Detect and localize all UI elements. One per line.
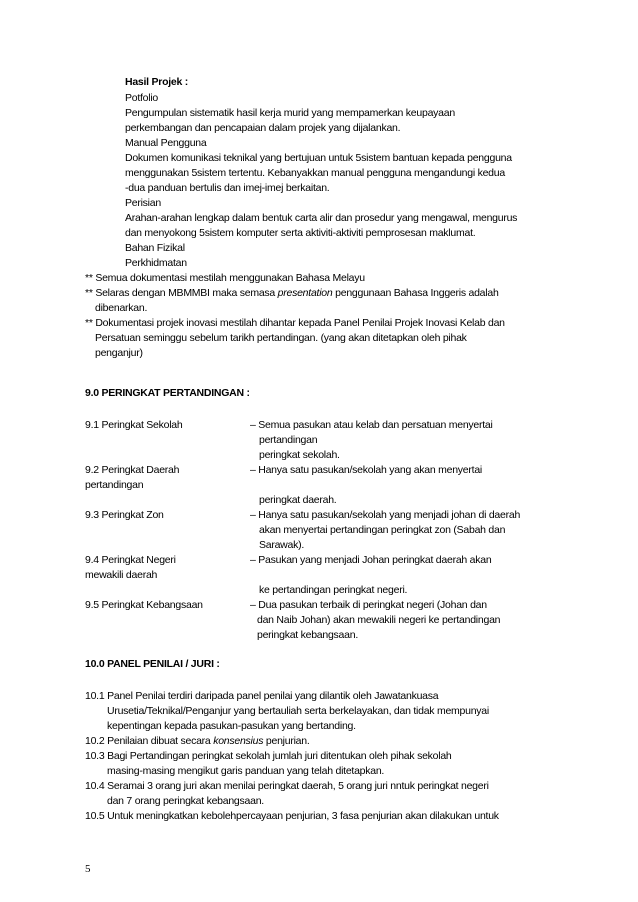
- item-9-3-desc: Sarawak).: [259, 539, 305, 551]
- portfolio-desc-line: Pengumpulan sistematik hasil kerja murid yang mempamerkan keupayaan: [125, 107, 455, 119]
- perisian-desc-line: dan menyokong 5sistem komputer serta aktiviti-aktiviti pemprosesan maklumat.: [125, 227, 476, 239]
- note-mbmmbi: [85, 286, 499, 300]
- item-10-1-cont: Urusetia/Teknikal/Penganjur yang bertauliah serta berkelayakan, dan tidak mempunyai: [107, 705, 489, 717]
- manual-desc-line: menggunakan 5sistem tertentu. Kebanyakkan manual pengguna mengandungi kedua: [125, 167, 505, 179]
- item-10-2-pre: 10.2 Penilaian dibuat secara: [85, 735, 214, 747]
- note-dokumentasi-cont: penganjur): [95, 347, 143, 359]
- note-mbmmbi-post: penggunaan Bahasa Inggeris adalah: [332, 287, 499, 299]
- perisian-desc-line: Arahan-arahan lengkap dalam bentuk carta alir dan prosedur yang mengawal, mengurus: [125, 212, 518, 224]
- item-9-5-desc: – Dua pasukan terbaik di peringkat negeri (Johan dan: [250, 599, 487, 611]
- manual-pengguna-label: Manual Pengguna: [125, 137, 207, 149]
- item-9-2-desc: – Hanya satu pasukan/sekolah yang akan menyertai: [250, 464, 482, 476]
- item-9-4-label: 9.4 Peringkat Negeri: [85, 554, 176, 566]
- hasil-projek-heading: Hasil Projek :: [125, 76, 189, 88]
- item-10-1-cont: kepentingan kepada pasukan-pasukan yang bertanding.: [107, 720, 356, 732]
- item-9-5-desc: dan Naib Johan) akan mewakili negeri ke pertandingan: [257, 614, 501, 626]
- perkhidmatan-label: Perkhidmatan: [125, 257, 187, 269]
- item-9-3-label: 9.3 Peringkat Zon: [85, 509, 164, 521]
- portfolio-desc-line: perkembangan dan pencapaian dalam projek yang dijalankan.: [125, 122, 401, 134]
- item-9-4-desc: ke pertandingan peringkat negeri.: [259, 584, 408, 596]
- note-dokumentasi: ** Dokumentasi projek inovasi mestilah dihantar kepada Panel Penilai Projek Inovasi Kelab dan: [85, 317, 505, 329]
- item-10-2-italic: konsensius: [213, 735, 264, 747]
- manual-desc-line: -dua panduan bertulis dan imej-imej berkaitan.: [125, 182, 330, 194]
- bahan-fizikal-label: Bahan Fizikal: [125, 242, 185, 254]
- note-mbmmbi-italic: presentation: [277, 287, 333, 299]
- manual-desc-line: Dokumen komunikasi teknikal yang bertujuan untuk 5sistem bantuan kepada pengguna: [125, 152, 512, 164]
- item-9-2-label: 9.2 Peringkat Daerah: [85, 464, 180, 476]
- item-9-1-label: 9.1 Peringkat Sekolah: [85, 419, 183, 431]
- note-bahasa-melayu: ** Semua dokumentasi mestilah menggunakan Bahasa Melayu: [85, 272, 365, 284]
- item-9-1-desc: peringkat sekolah.: [259, 449, 340, 461]
- item-10-1: 10.1 Panel Penilai terdiri daripada panel penilai yang dilantik oleh Jawatankuasa: [85, 690, 439, 702]
- item-9-4-wrap: mewakili daerah: [85, 569, 158, 581]
- item-10-2: [85, 734, 310, 748]
- item-9-4-desc: – Pasukan yang menjadi Johan peringkat daerah akan: [250, 554, 492, 566]
- note-mbmmbi-pre: ** Selaras dengan MBMMBI maka semasa: [85, 287, 278, 299]
- item-10-5: 10.5 Untuk meningkatkan kebolehpercayaan penjurian, 3 fasa penjurian akan dilakukan untuk: [85, 810, 499, 822]
- portfolio-label: Potfolio: [125, 92, 159, 104]
- item-9-1-desc: – Semua pasukan atau kelab dan persatuan menyertai: [250, 419, 493, 431]
- item-9-3-desc: akan menyertai pertandingan peringkat zon (Sabah dan: [259, 524, 506, 536]
- item-9-5-label: 9.5 Peringkat Kebangsaan: [85, 599, 203, 611]
- item-9-2-wrap: pertandingan: [85, 479, 144, 491]
- item-10-4-cont: dan 7 orang peringkat kebangsaan.: [107, 795, 264, 807]
- page-number: 5: [85, 863, 91, 875]
- item-9-3-desc: – Hanya satu pasukan/sekolah yang menjadi johan di daerah: [250, 509, 521, 521]
- section-9-title: 9.0 PERINGKAT PERTANDINGAN :: [85, 387, 250, 399]
- section-10-title: 10.0 PANEL PENILAI / JURI :: [85, 658, 220, 670]
- item-10-4: 10.4 Seramai 3 orang juri akan menilai peringkat daerah, 5 orang juri nntuk peringkat negeri: [85, 780, 489, 792]
- item-10-3-cont: masing-masing mengikut garis panduan yang telah ditetapkan.: [107, 765, 385, 777]
- note-dokumentasi-cont: Persatuan seminggu sebelum tarikh pertandingan. (yang akan ditetapkan oleh pihak: [95, 332, 467, 344]
- item-9-1-desc: pertandingan: [259, 434, 318, 446]
- item-9-2-desc: peringkat daerah.: [259, 494, 337, 506]
- item-10-2-post: penjurian.: [263, 735, 310, 747]
- note-mbmmbi-cont: dibenarkan.: [95, 302, 148, 314]
- item-10-3: 10.3 Bagi Pertandingan peringkat sekolah jumlah juri ditentukan oleh pihak sekolah: [85, 750, 452, 762]
- perisian-label: Perisian: [125, 197, 161, 209]
- item-9-5-desc: peringkat kebangsaan.: [257, 629, 358, 641]
